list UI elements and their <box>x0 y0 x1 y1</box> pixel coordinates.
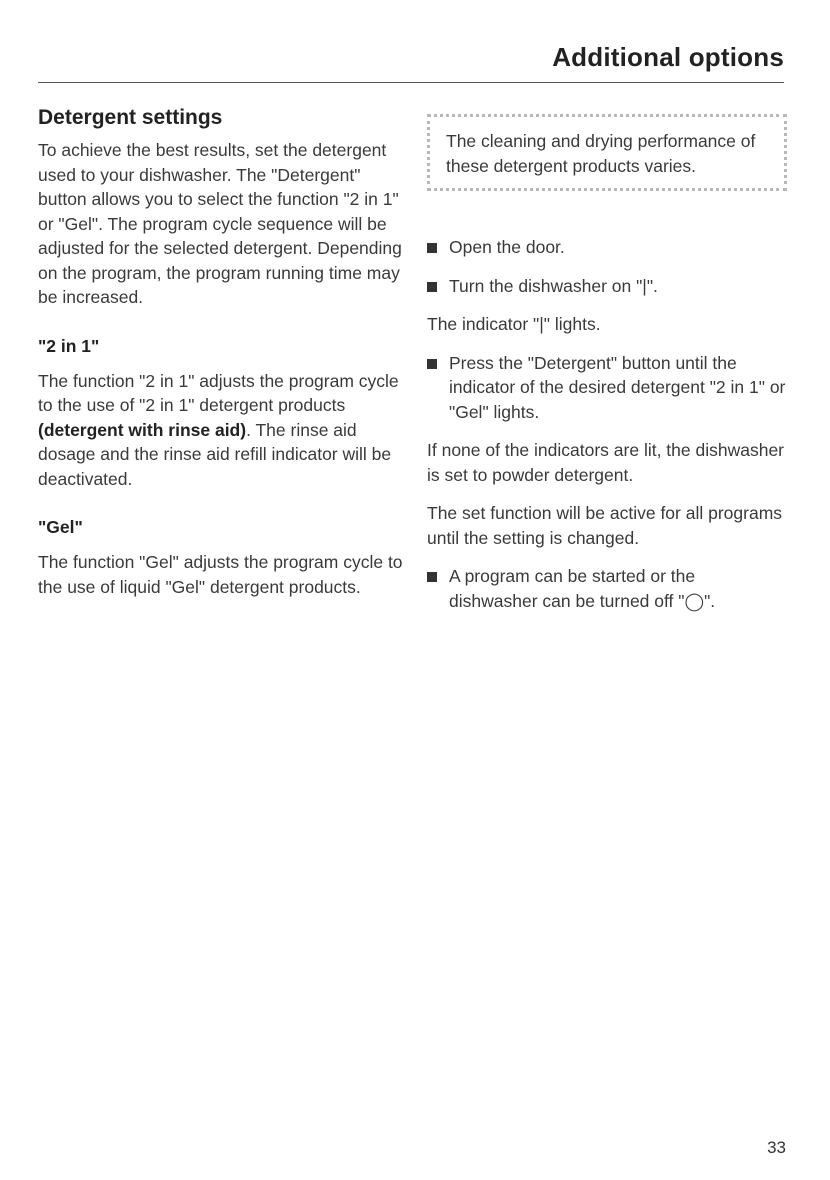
list-item <box>427 235 787 260</box>
note-text: The cleaning and drying performance of these detergent products varies. <box>446 131 756 176</box>
paragraph-2in1-text-b: . The rinse aid dosage and the rinse aid refill indicator will be deactivated. <box>38 419 392 489</box>
step-start-or-off: A program can be started or the dishwasher can be turned off "◯". <box>449 566 716 611</box>
step-turn-on: Turn the dishwasher on "|". <box>449 275 658 296</box>
page-number: 33 <box>767 1138 786 1157</box>
powder-detergent-text: If none of the indicators are lit, the dishwasher is set to powder detergent. <box>427 440 785 485</box>
page-title: Additional options <box>552 42 784 72</box>
list-item <box>427 274 787 299</box>
bullet-square-icon <box>427 572 437 582</box>
paragraph-gel: The function "Gel" adjusts the program cycle to the use of liquid "Gel" detergent products. <box>38 552 403 597</box>
left-column <box>38 106 408 599</box>
bullet-square-icon <box>427 282 437 292</box>
list-item <box>427 351 787 425</box>
paragraph-2in1-bold: (detergent with rinse aid) <box>38 419 247 440</box>
step-press-detergent: Press the "Detergent" button until the indicator of the desired detergent "2 in 1" or "Gel" lights. <box>449 352 786 422</box>
paragraph-2in1-text-a: The function "2 in 1" adjusts the program cycle to the use of "2 in 1" detergent products <box>38 370 399 415</box>
right-column <box>427 114 787 627</box>
subheading-2in1: "2 in 1" <box>38 335 100 356</box>
list-item <box>427 564 787 613</box>
function-active-text: The set function will be active for all programs until the setting is changed. <box>427 503 783 548</box>
subheading-gel: "Gel" <box>38 517 83 537</box>
note-box <box>427 114 787 191</box>
paragraph-2in1 <box>38 369 408 492</box>
step-open-door: Open the door. <box>449 237 565 257</box>
section-heading: Detergent settings <box>38 106 223 129</box>
bullet-square-icon <box>427 243 437 253</box>
header-divider <box>38 82 784 83</box>
intro-paragraph: To achieve the best results, set the detergent used to your dishwasher. The "Detergent" button allows you to select the function "2 in 1" or "Gel". The program cycle sequence will be adjusted for the selected detergent. Depending on the program, the program running time may be increased. <box>38 140 402 307</box>
indicator-lights-text: The indicator "|" lights. <box>427 314 601 334</box>
bullet-square-icon <box>427 359 437 369</box>
